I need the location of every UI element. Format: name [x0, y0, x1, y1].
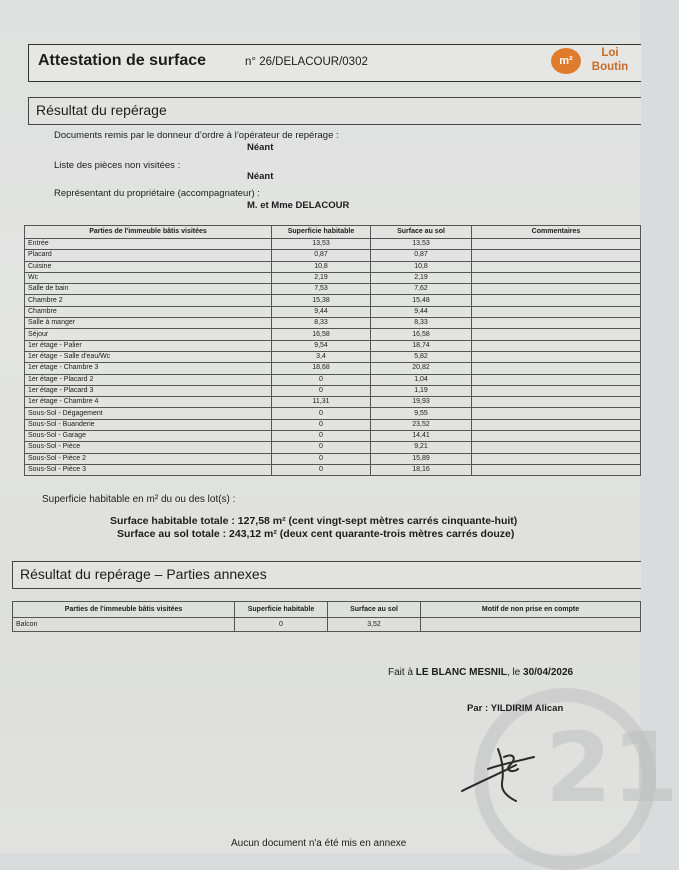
cell-sol: 14,41: [371, 431, 472, 442]
col-header-comments: Commentaires: [472, 226, 641, 239]
cell-sol: 23,52: [371, 419, 472, 430]
cell-habitable: 18,68: [272, 363, 371, 374]
room-row: [25, 431, 641, 442]
cell-sol: 9,55: [371, 408, 472, 419]
cell-comment: [472, 431, 641, 442]
cell-room: 1er étage - Chambre 3: [25, 363, 272, 374]
cell-room: Chambre 2: [25, 295, 272, 306]
made-at-prefix: Fait à: [388, 667, 414, 678]
document-header: [28, 44, 641, 82]
docs-label: Documents remis par le donneur d’ordre à l’opérateur de repérage :: [54, 130, 339, 141]
cell-sol: 7,62: [371, 284, 472, 295]
annex-col-header-reason: Motif de non prise en compte: [421, 602, 641, 618]
cell-habitable: 0: [272, 431, 371, 442]
cell-habitable: 0,87: [272, 250, 371, 261]
annex-row: [13, 618, 641, 632]
loi-boutin-logo-text: [586, 46, 634, 74]
cell-comment: [472, 442, 641, 453]
cell-comment: [472, 385, 641, 396]
section-result-title: Résultat du repérage: [36, 102, 167, 118]
cell-comment: [472, 318, 641, 329]
col-header-room: Parties de l'immeuble bâtis visitées: [25, 226, 272, 239]
cell-comment: [472, 363, 641, 374]
logo-text-line-2: Boutin: [591, 61, 629, 73]
cell-sol: 0,87: [371, 250, 472, 261]
room-row: [25, 385, 641, 396]
document-reference: n° 26/DELACOUR/0302: [245, 56, 368, 68]
cell-room: Sous-Sol - Dégagement: [25, 408, 272, 419]
cell-room: Sous-Sol - Buanderie: [25, 419, 272, 430]
room-row: [25, 464, 641, 475]
annex-col-header-sol: Surface au sol: [328, 602, 421, 618]
cell-comment: [472, 408, 641, 419]
cell-sol: 15,48: [371, 295, 472, 306]
cell-habitable: 8,33: [272, 318, 371, 329]
cell-room: Cuisine: [25, 261, 272, 272]
cell-habitable: 0: [272, 453, 371, 464]
cell-room: 1er étage - Placard 3: [25, 385, 272, 396]
cell-sol: 16,58: [371, 329, 472, 340]
cell-comment: [472, 272, 641, 283]
section-annexes-header: [12, 561, 641, 589]
made-at-date: 30/04/2026: [523, 667, 574, 678]
room-row: [25, 250, 641, 261]
cell-comment: [472, 239, 641, 250]
totals-label: Superficie habitable en m² du ou des lot(s) :: [42, 494, 236, 505]
cell-room: Sous-Sol - Pièce 3: [25, 464, 272, 475]
signature-icon: [458, 735, 538, 805]
cell-habitable: 9,54: [272, 340, 371, 351]
annex-note: Aucun document n'a été mis en annexe: [231, 838, 407, 849]
annexes-table-header: [13, 602, 641, 618]
rooms-table: [24, 225, 641, 476]
cell-sol: 20,82: [371, 363, 472, 374]
unvisited-label: Liste des pièces non visitées :: [54, 160, 181, 171]
cell-habitable: 9,44: [272, 306, 371, 317]
cell-room: 1er étage - Placard 2: [25, 374, 272, 385]
cell-comment: [472, 284, 641, 295]
cell-comment: [421, 618, 641, 632]
docs-value: Néant: [247, 142, 274, 153]
signed-by-line: [467, 703, 563, 714]
cell-comment: [472, 250, 641, 261]
room-row: [25, 453, 641, 464]
cell-sol: 3,52: [328, 618, 421, 632]
annexes-table: [12, 601, 641, 632]
cell-room: Wc: [25, 272, 272, 283]
cell-habitable: 0: [272, 419, 371, 430]
room-row: [25, 329, 641, 340]
cell-habitable: 13,53: [272, 239, 371, 250]
signed-by-name: YILDIRIM Alican: [490, 703, 564, 714]
cell-habitable: 3,4: [272, 351, 371, 362]
cell-sol: 18,74: [371, 340, 472, 351]
cell-room: 1er étage - Salle d'eau/Wc: [25, 351, 272, 362]
rooms-table-header: [25, 226, 641, 239]
room-row: [25, 374, 641, 385]
cell-habitable: 15,38: [272, 295, 371, 306]
cell-comment: [472, 464, 641, 475]
annex-col-header-room: Parties de l'immeuble bâtis visitées: [13, 602, 235, 618]
cell-habitable: 10,8: [272, 261, 371, 272]
cell-habitable: 0: [272, 442, 371, 453]
cell-habitable: 0: [272, 374, 371, 385]
cell-sol: 1,19: [371, 385, 472, 396]
cell-room: Sous-Sol - Pièce 2: [25, 453, 272, 464]
cell-comment: [472, 453, 641, 464]
cell-room: Séjour: [25, 329, 272, 340]
room-row: [25, 397, 641, 408]
total-habitable: Surface habitable totale : 127,58 m² (cent vingt-sept mètres carrés cinquante-huit): [110, 515, 518, 527]
cell-sol: 15,89: [371, 453, 472, 464]
room-row: [25, 408, 641, 419]
room-row: [25, 261, 641, 272]
cell-habitable: 2,19: [272, 272, 371, 283]
document-title: Attestation de surface: [38, 52, 207, 69]
room-row: [25, 295, 641, 306]
cell-comment: [472, 261, 641, 272]
cell-habitable: 11,31: [272, 397, 371, 408]
representative-value: M. et Mme DELACOUR: [247, 200, 350, 211]
room-row: [25, 239, 641, 250]
cell-room: Salle de bain: [25, 284, 272, 295]
cell-comment: [472, 419, 641, 430]
cell-sol: 18,16: [371, 464, 472, 475]
section-result-header: [28, 97, 641, 125]
cell-comment: [472, 340, 641, 351]
made-at-line: [388, 667, 573, 678]
room-row: [25, 442, 641, 453]
made-at-place: LE BLANC MESNIL: [415, 667, 507, 678]
cell-habitable: 7,53: [272, 284, 371, 295]
cell-sol: 9,44: [371, 306, 472, 317]
cell-room: Sous-Sol - Pièce: [25, 442, 272, 453]
cell-comment: [472, 374, 641, 385]
cell-sol: 13,53: [371, 239, 472, 250]
logo-text-line-1: Loi: [601, 47, 619, 59]
col-header-sol: Surface au sol: [371, 226, 472, 239]
cell-comment: [472, 306, 641, 317]
cell-habitable: 16,58: [272, 329, 371, 340]
cell-habitable: 0: [272, 385, 371, 396]
cell-sol: 10,8: [371, 261, 472, 272]
century21-watermark-number: 21: [545, 712, 679, 824]
cell-sol: 1,04: [371, 374, 472, 385]
cell-sol: 5,82: [371, 351, 472, 362]
signed-by-prefix: Par :: [467, 703, 489, 714]
cell-comment: [472, 351, 641, 362]
cell-room: Balcon: [13, 618, 235, 632]
made-at-date-prefix: , le: [506, 667, 521, 678]
cell-room: Chambre: [25, 306, 272, 317]
room-row: [25, 318, 641, 329]
section-annexes-title: Résultat du repérage – Parties annexes: [20, 566, 267, 582]
unvisited-value: Néant: [247, 171, 274, 182]
cell-sol: 2,19: [371, 272, 472, 283]
cell-comment: [472, 397, 641, 408]
loi-boutin-logo-icon: m²: [551, 48, 581, 74]
room-row: [25, 272, 641, 283]
representative-label: Représentant du propriétaire (accompagnateur) :: [54, 188, 260, 199]
cell-room: 1er étage - Palier: [25, 340, 272, 351]
cell-comment: [472, 329, 641, 340]
room-row: [25, 284, 641, 295]
cell-room: Salle à manger: [25, 318, 272, 329]
room-row: [25, 340, 641, 351]
room-row: [25, 351, 641, 362]
cell-sol: 9,21: [371, 442, 472, 453]
cell-room: Placard: [25, 250, 272, 261]
col-header-habitable: Superficie habitable: [272, 226, 371, 239]
room-row: [25, 306, 641, 317]
room-row: [25, 363, 641, 374]
cell-room: Sous-Sol - Garage: [25, 431, 272, 442]
cell-habitable: 0: [272, 408, 371, 419]
cell-comment: [472, 295, 641, 306]
cell-habitable: 0: [272, 464, 371, 475]
room-row: [25, 419, 641, 430]
total-sol: Surface au sol totale : 243,12 m² (deux cent quarante-trois mètres carrés douze): [117, 528, 515, 540]
cell-room: 1er étage - Chambre 4: [25, 397, 272, 408]
cell-sol: 19,93: [371, 397, 472, 408]
cell-sol: 8,33: [371, 318, 472, 329]
annex-col-header-habitable: Superficie habitable: [235, 602, 328, 618]
cell-room: Entrée: [25, 239, 272, 250]
cell-habitable: 0: [235, 618, 328, 632]
